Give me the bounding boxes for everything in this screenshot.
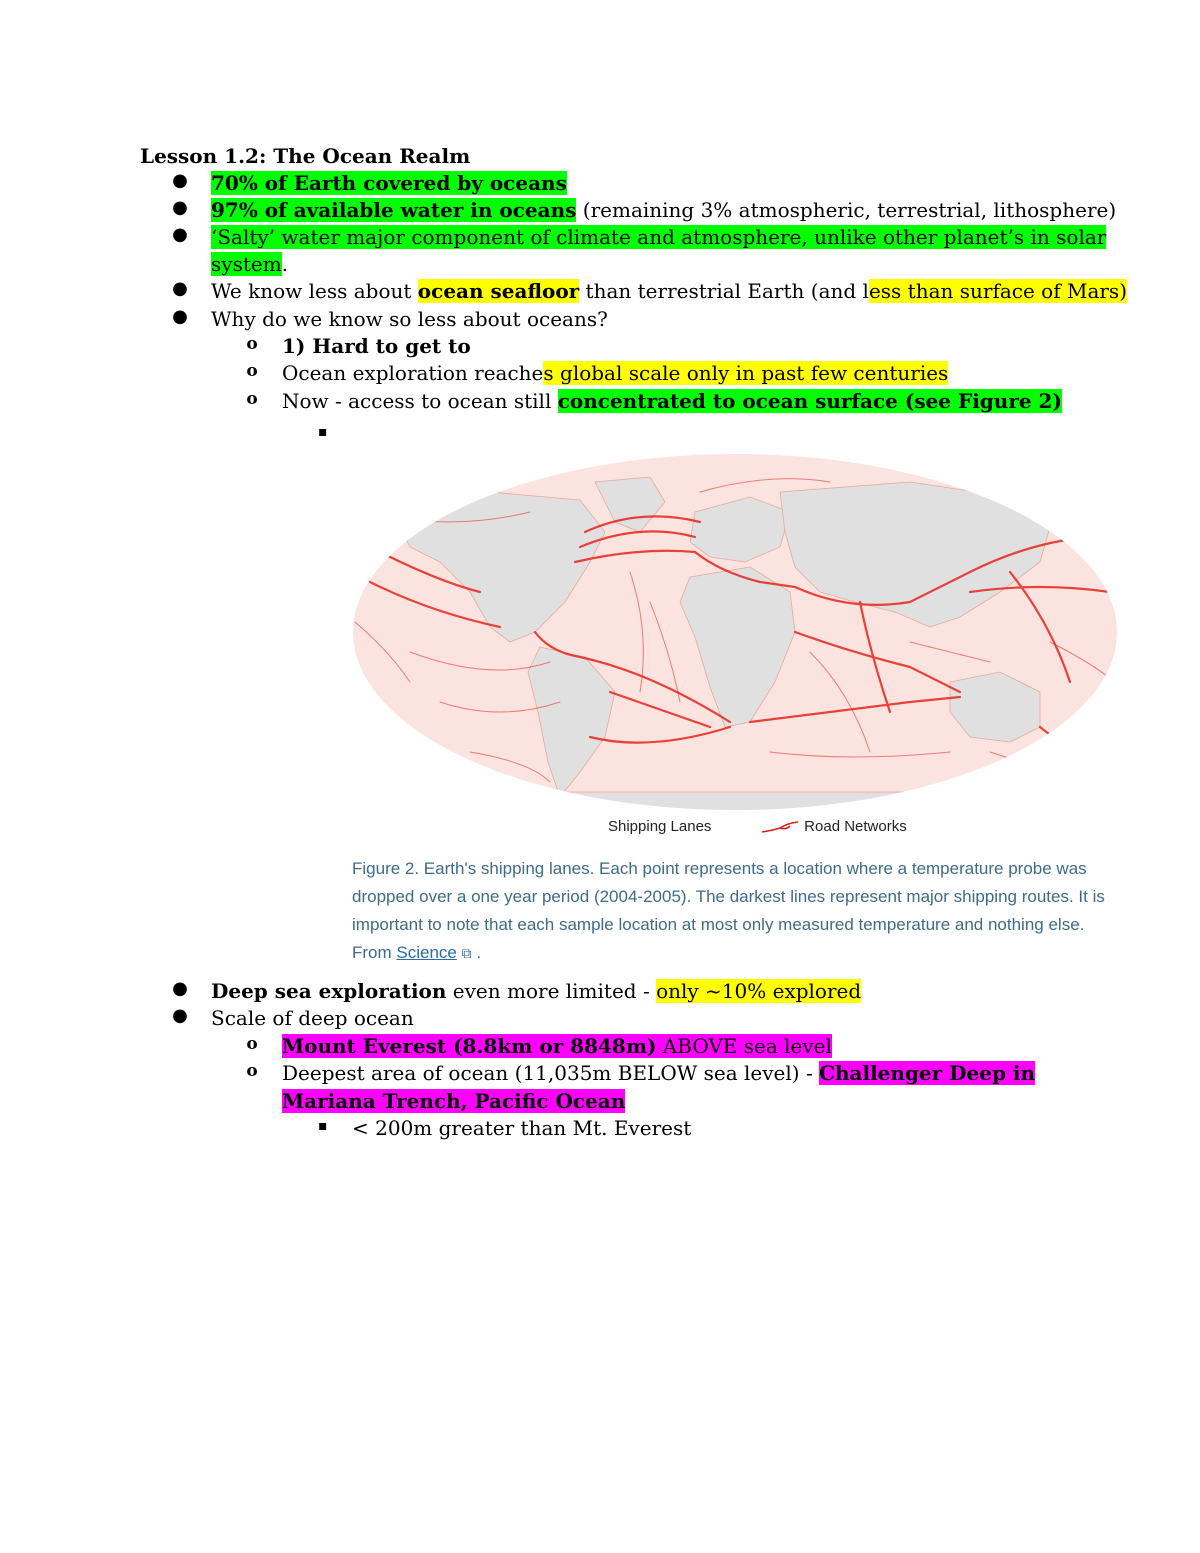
highlight-text: ABOVE sea level	[656, 1034, 832, 1058]
list-item	[211, 306, 608, 333]
highlight-text: Mount Everest (8.8km or 8848m)	[282, 1034, 657, 1058]
page-title: Lesson 1.2: The Ocean Realm	[140, 144, 471, 168]
square-bullet: ▪	[318, 424, 328, 440]
highlight-text: ‘Salty’ water major component of climate and atmosphere, unlike other planet’s in solar	[211, 225, 1107, 249]
figure-caption	[352, 855, 1112, 967]
shipping-lanes-figure	[340, 452, 1120, 972]
highlight-text: system	[211, 252, 282, 276]
sub-list-item	[282, 333, 471, 360]
sub-bullet-o: o	[246, 1034, 258, 1054]
highlight-text: ess than surface of Mars)	[868, 279, 1127, 303]
body-text: even more limited -	[446, 979, 657, 1003]
sub-bullet-o: o	[246, 334, 258, 354]
body-text: < 200m greater than Mt. Everest	[352, 1116, 692, 1140]
legend-road-networks	[760, 818, 907, 835]
body-text: .	[281, 252, 289, 276]
body-text: than terrestrial Earth (and l	[579, 279, 869, 303]
highlight-text: only ~10% explored	[656, 979, 862, 1003]
body-text: Why do we know so less about oceans?	[211, 307, 608, 331]
list-item	[211, 224, 1106, 251]
sub-bullet-o: o	[246, 361, 258, 381]
bullet-dot: ●	[172, 197, 188, 218]
list-item-continued	[211, 251, 288, 278]
highlight-text: concentrated to ocean surface (see Figure 2)	[557, 389, 1062, 413]
highlight-text: 97% of available water in oceans	[211, 198, 577, 222]
bullet-dot: ●	[172, 978, 188, 999]
sub-bullet-o: o	[246, 389, 258, 409]
body-text: Ocean exploration reache	[282, 361, 544, 385]
tertiary-list-item	[352, 1115, 691, 1142]
caption-end: .	[471, 943, 482, 962]
sub-list-item	[282, 1033, 832, 1060]
list-item	[211, 978, 861, 1005]
body-text: Deep sea exploration	[211, 979, 447, 1003]
square-bullet: ▪	[318, 1118, 328, 1134]
bullet-dot: ●	[172, 170, 188, 191]
external-link-icon: ⧉	[461, 945, 472, 961]
sub-bullet-o: o	[246, 1061, 258, 1081]
sub-list-item	[282, 388, 1062, 415]
legend-road-label: Road Networks	[804, 818, 907, 835]
bullet-dot: ●	[172, 1005, 188, 1026]
body-text: Scale of deep ocean	[211, 1006, 414, 1030]
list-item	[211, 1005, 414, 1032]
list-item	[211, 170, 567, 197]
list-item	[211, 278, 1127, 305]
highlight-text: Challenger Deep in	[819, 1061, 1036, 1085]
sub-list-item	[282, 1060, 1035, 1087]
bullet-dot: ●	[172, 306, 188, 327]
caption-text: Figure 2. Earth's shipping lanes. Each point represents a location where a temperature probe was dropped over a one year period (2004-2005). The darkest lines represent major shipping routes. It is important to note that each sample location at most only measured temperature and nothing else. From	[352, 859, 1105, 962]
body-text: (remaining 3% atmospheric, terrestrial, lithosphere)	[576, 198, 1117, 222]
bullet-dot: ●	[172, 224, 188, 245]
sub-list-item-continued	[282, 1088, 625, 1115]
body-text: 1) Hard to get to	[282, 334, 471, 358]
highlight-text: Mariana Trench, Pacific Ocean	[282, 1089, 626, 1113]
body-text: Now - access to ocean still	[282, 389, 558, 413]
body-text: Deepest area of ocean (11,035m BELOW sea level) -	[282, 1061, 820, 1085]
legend-shipping-lanes: Shipping Lanes	[608, 818, 712, 835]
world-map-image	[350, 452, 1120, 812]
highlight-text: 70% of Earth covered by oceans	[211, 171, 567, 195]
road-line-icon	[760, 820, 800, 834]
list-item	[211, 197, 1116, 224]
body-text: We know less about	[211, 279, 418, 303]
sub-list-item	[282, 360, 948, 387]
science-link[interactable]: Science	[396, 943, 457, 962]
antarctica	[350, 792, 1120, 812]
bullet-dot: ●	[172, 278, 188, 299]
highlight-text: ocean seafloor	[417, 279, 580, 303]
highlight-text: s global scale only in past few centuries	[543, 361, 949, 385]
